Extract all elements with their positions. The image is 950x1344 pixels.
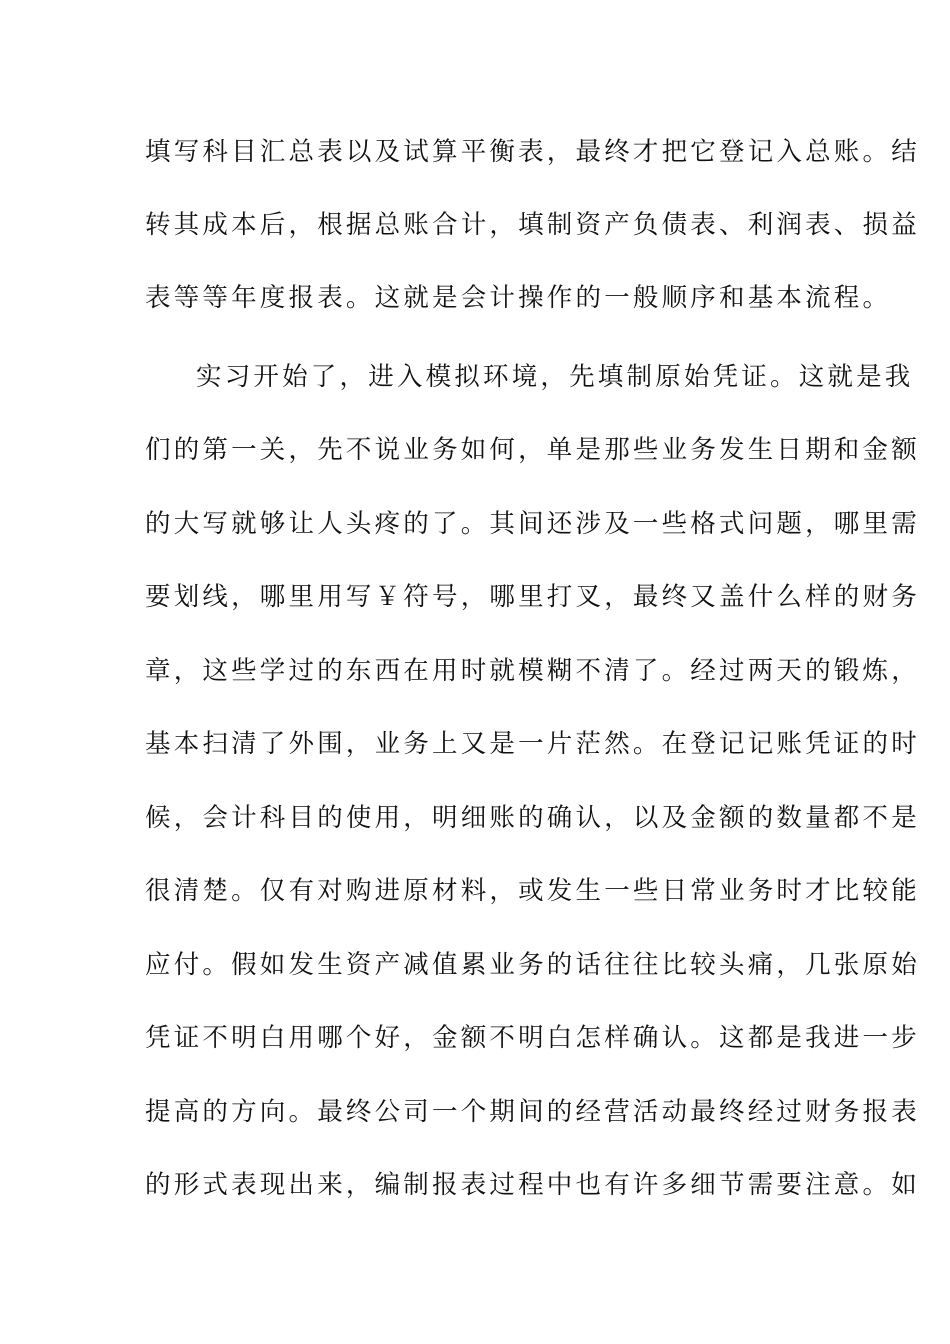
paragraph-line: 的大写就够让人头疼的了。其间还涉及一些格式问题，哪里需	[145, 509, 920, 539]
paragraph-line: 的形式表现出来，编制报表过程中也有许多细节需要注意。如	[145, 1170, 920, 1200]
paragraph-line: 表等等年度报表。这就是会计操作的一般顺序和基本流程。	[145, 283, 892, 313]
paragraph-first-line: 实习开始了，进入模拟环境，先填制原始凭证。这就是我	[196, 362, 914, 392]
paragraph-line: 填写科目汇总表以及试算平衡表，最终才把它登记入总账。结	[145, 137, 920, 167]
paragraph-line: 提高的方向。最终公司一个期间的经营活动最终经过财务报表	[145, 1097, 920, 1127]
paragraph-line: 基本扫清了外围，业务上又是一片茫然。在登记记账凭证的时	[145, 729, 920, 759]
paragraph-line: 们的第一关，先不说业务如何，单是那些业务发生日期和金额	[145, 435, 920, 465]
paragraph-line: 应付。假如发生资产减值累业务的话往往比较头痛，几张原始	[145, 950, 920, 980]
paragraph-line: 凭证不明白用哪个好，金额不明白怎样确认。这都是我进一步	[145, 1023, 920, 1053]
paragraph-line: 转其成本后，根据总账合计，填制资产负债表、利润表、损益	[145, 210, 920, 240]
paragraph-line: 章，这些学过的东西在用时就模糊不清了。经过两天的锻炼，	[145, 656, 920, 686]
paragraph-line: 很清楚。仅有对购进原材料，或发生一些日常业务时才比较能	[145, 876, 920, 906]
paragraph-line: 候，会计科目的使用，明细账的确认，以及金额的数量都不是	[145, 803, 920, 833]
paragraph-line: 要划线，哪里用写￥符号，哪里打叉，最终又盖什么样的财务	[145, 582, 920, 612]
